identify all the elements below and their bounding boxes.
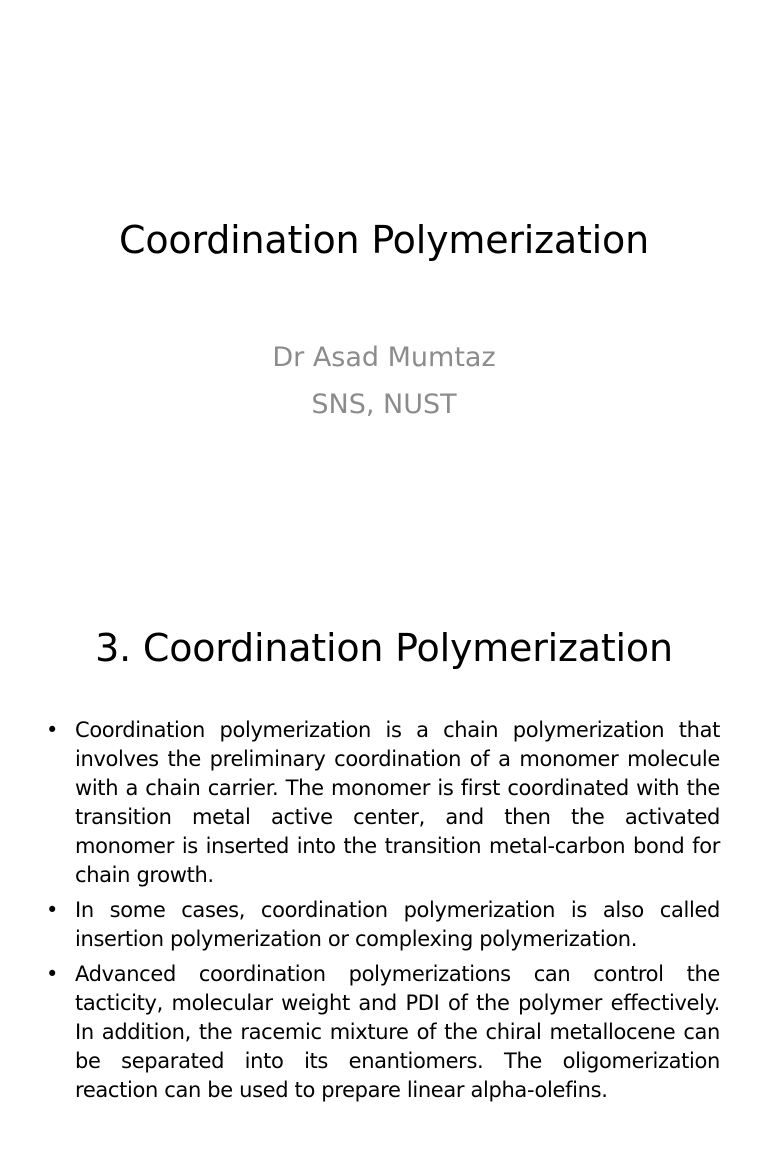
slide-subtitle [0, 334, 768, 428]
slide-title-heading: Coordination Polymerization [119, 218, 649, 262]
bullet-icon: • [46, 718, 59, 742]
author-affiliation: SNS, NUST [311, 389, 457, 420]
bullet-item [46, 716, 720, 890]
bullet-list [46, 716, 720, 1111]
bullet-icon: • [46, 962, 59, 986]
bullet-item [46, 960, 720, 1105]
bullet-text: In some cases, coordination polymerization is also called insertion polymerization or complexing polymerization. [75, 898, 720, 951]
author-name: Dr Asad Mumtaz [272, 342, 496, 373]
slide-content [0, 576, 768, 1152]
bullet-item [46, 896, 720, 954]
bullet-text: Coordination polymerization is a chain polymerization that involves the preliminary coordination of a monomer molecule with a chain carrier. The monomer is first coordinated with the transition metal active center, and then the activated monomer is inserted into the transition metal-carbon bond for chain growth. [75, 718, 720, 887]
bullet-text: Advanced coordination polymerizations can control the tacticity, molecular weight and PDI of the polymer effectively. In addition, the racemic mixture of the chiral metallocene can be separated into its enantiomers. The oligomerization reaction can be used to prepare linear alpha-olefins. [75, 962, 720, 1102]
slide-content-heading: 3. Coordination Polymerization [95, 626, 673, 670]
bullet-icon: • [46, 898, 59, 922]
